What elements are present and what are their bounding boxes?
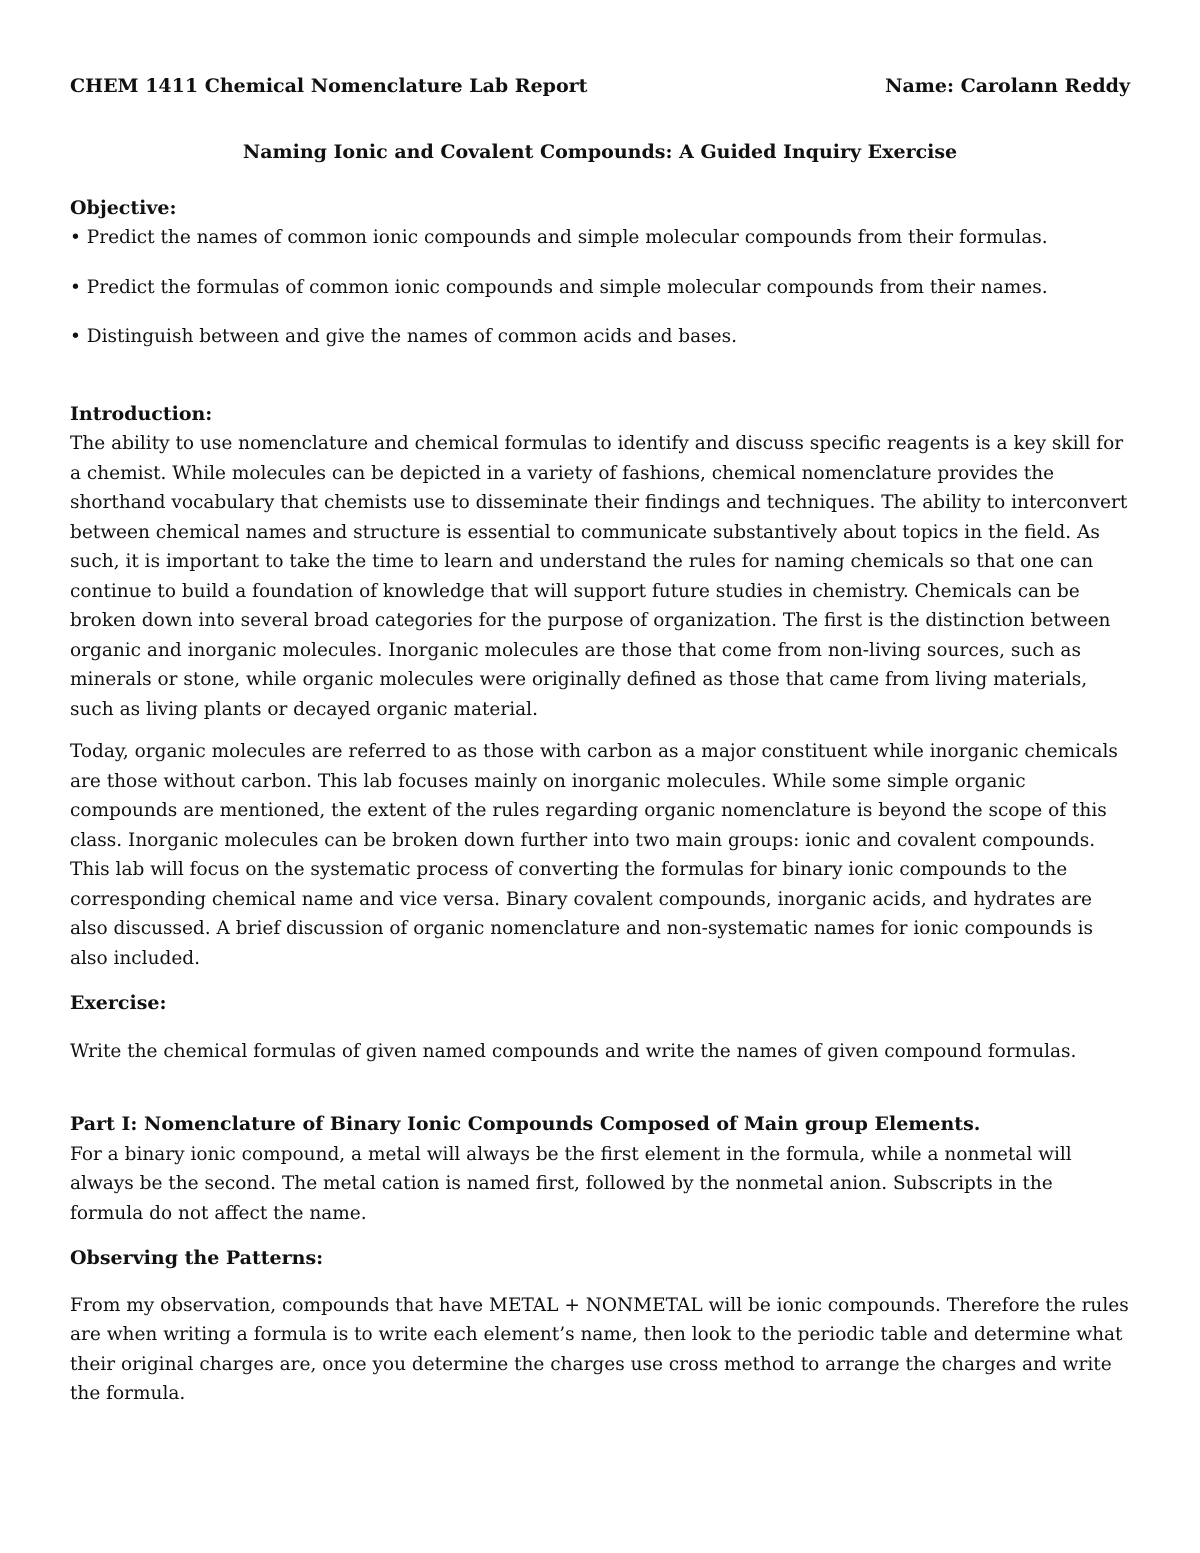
document-title: Naming Ionic and Covalent Compounds: A Guided Inquiry Exercise <box>242 141 958 163</box>
observing-heading: Observing the Patterns: <box>70 1247 324 1269</box>
exercise-text: Write the chemical formulas of given named compounds and write the names of given compound formulas. <box>70 1040 1077 1062</box>
student-name: Name: Carolann Reddy <box>885 75 1130 97</box>
introduction-paragraph: The ability to use nomenclature and chemical formulas to identify and discuss specific reagents is a key skill for a chemist. While molecules can be depicted in a variety of fashions, chemical nomenclature provides the shorthand vocabulary that chemists use to disseminate their findings and techniques. The ability to interconvert between chemical names and structure is essential to communicate substantively about topics in the field. As such, it is important to take the time to learn and understand the rules for naming chemicals so that one can continue to build a foundation of knowledge that will support future studies in chemistry. Chemicals can be broken down into several broad categories for the purpose of organization. The first is the distinction between organic and inorganic molecules. Inorganic molecules are those that come from non-living sources, such as minerals or stone, while organic molecules were originally defined as those that came from living materials, such as living plants or decayed organic material. <box>70 433 1128 720</box>
introduction-paragraph: Today, organic molecules are referred to as those with carbon as a major constituent while inorganic chemicals are those without carbon. This lab focuses mainly on inorganic molecules. While some simple organic compounds are mentioned, the extent of the rules regarding organic nomenclature is beyond the scope of this class. Inorganic molecules can be broken down further into two main groups: ionic and covalent compounds. This lab will focus on the systematic process of converting the formulas for binary ionic compounds to the corresponding chemical name and vice versa. Binary covalent compounds, inorganic acids, and hydrates are also discussed. A brief discussion of organic nomenclature and non-systematic names for ionic compounds is also included. <box>70 741 1118 969</box>
objective-bullet: • Predict the names of common ionic compounds and simple molecular compounds from their formulas. <box>70 227 1048 248</box>
objective-bullet: • Distinguish between and give the names of common acids and bases. <box>70 326 737 347</box>
objective-list <box>70 223 1130 352</box>
document-page <box>70 72 1130 1409</box>
observing-text: From my observation, compounds that have METAL + NONMETAL will be ionic compounds. Therefore the rules are when writing a formula is to write each element’s name, then look to the periodic table and determine what their original charges are, once you determine the charges use cross method to arrange the charges and write the formula. <box>70 1294 1129 1404</box>
part1-text: For a binary ionic compound, a metal will always be the first element in the formula, while a nonmetal will always be the second. The metal cation is named first, followed by the nonmetal anion. Subscripts in the formula do not affect the name. <box>70 1143 1072 1224</box>
objective-bullet: • Predict the formulas of common ionic compounds and simple molecular compounds from their names. <box>70 276 1048 298</box>
introduction-heading: Introduction: <box>70 402 213 425</box>
part1-heading: Part I: Nomenclature of Binary Ionic Compounds Composed of Main group Elements. <box>70 1113 981 1135</box>
document-header <box>70 72 1130 102</box>
exercise-heading: Exercise: <box>70 992 167 1014</box>
objective-heading: Objective: <box>70 196 177 219</box>
course-title: CHEM 1411 Chemical Nomenclature Lab Report <box>70 75 588 97</box>
